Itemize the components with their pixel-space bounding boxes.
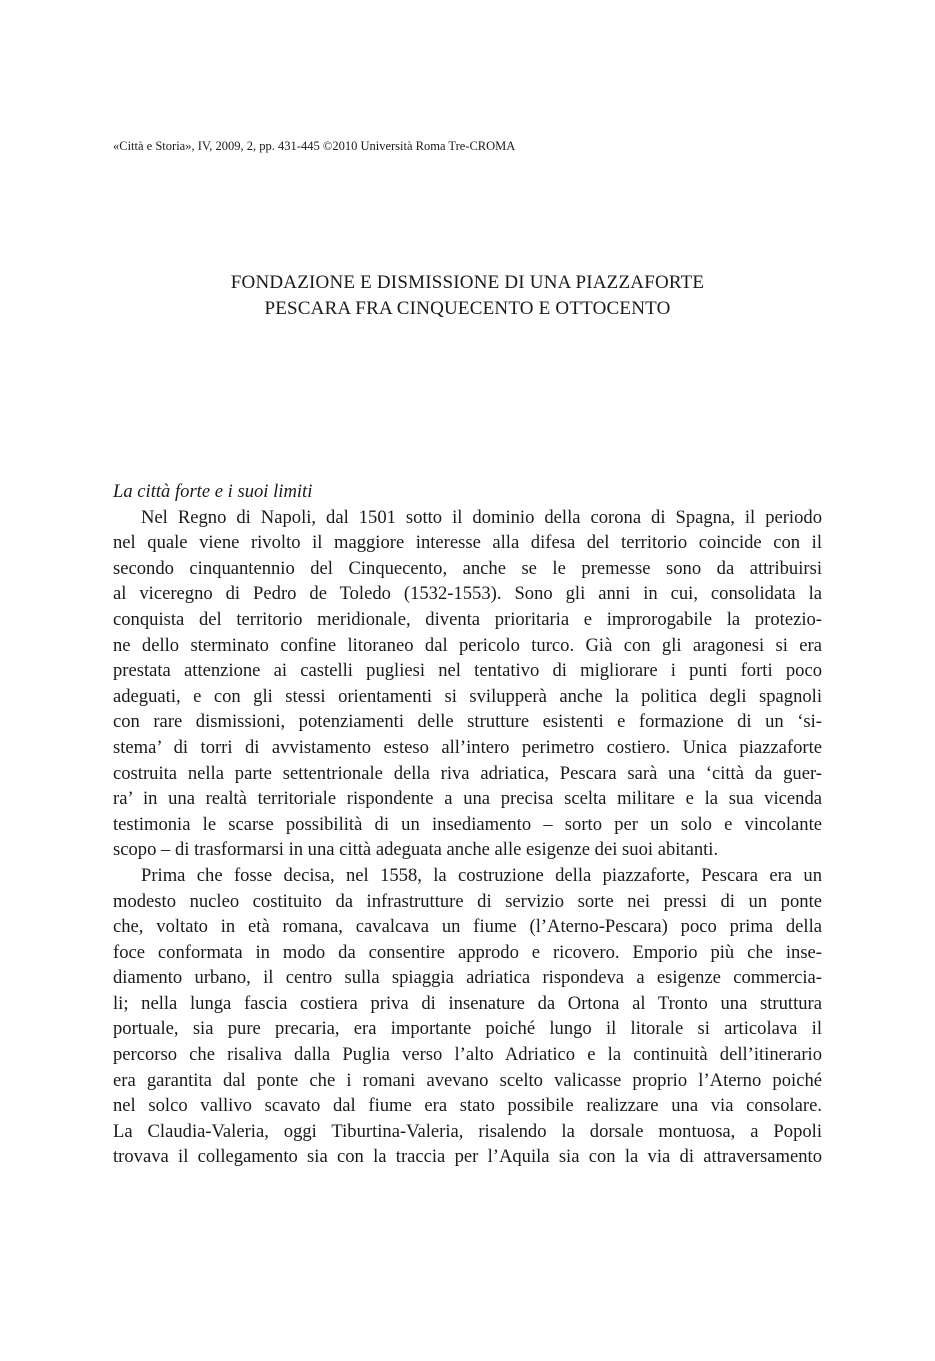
text-line: stema’ di torri di avvistamento esteso all’intero perimetro costiero. Unica piazzaforte: [113, 736, 822, 758]
title-line-2: PESCARA FRA CINQUECENTO E OTTOCENTO: [264, 298, 671, 319]
text-line: portuale, sia pure precaria, era importante poiché lungo il litorale si articolava il: [113, 1018, 822, 1040]
text-line: li; nella lunga fascia costiera priva di insenature da Ortona al Tronto una struttura: [113, 992, 822, 1014]
text-line: adeguati, e con gli stessi orientamenti si svilupperà anche la politica degli spagnoli: [113, 685, 822, 707]
article-title: [113, 270, 822, 322]
title-line-1: FONDAZIONE E DISMISSIONE DI UNA PIAZZAFORTE: [230, 272, 705, 293]
text-line: nel quale viene rivolto il maggiore interesse alla difesa del territorio coincide con il: [113, 532, 822, 554]
text-line: ra’ in una realtà territoriale rispondente a una precisa scelta militare e la sua vicenda: [113, 788, 822, 810]
text-line: nel solco vallivo scavato dal fiume era stato possibile realizzare una via consolare.: [113, 1095, 822, 1117]
article-body: [113, 479, 822, 1170]
text-line: conquista del territorio meridionale, diventa prioritaria e improrogabile la protezio-: [113, 608, 822, 630]
text-line: Prima che fosse decisa, nel 1558, la costruzione della piazzaforte, Pescara era un: [141, 864, 822, 886]
text-line: percorso che risaliva dalla Puglia verso l’alto Adriatico e la continuità dell’itinerario: [113, 1044, 822, 1066]
text-line: che, voltato in età romana, cavalcava un fiume (l’Aterno-Pescara) poco prima della: [113, 916, 822, 938]
paragraph-2: [113, 863, 822, 1170]
text-line: era garantita dal ponte che i romani avevano scelto valicasse proprio l’Aterno poiché: [113, 1069, 822, 1091]
text-line: Nel Regno di Napoli, dal 1501 sotto il dominio della corona di Spagna, il periodo: [141, 506, 822, 528]
text-line: secondo cinquantennio del Cinquecento, anche se le premesse sono da attribuirsi: [113, 557, 822, 579]
section-heading: La città forte e i suoi limiti: [113, 481, 313, 502]
paragraph-1: [113, 505, 822, 863]
text-line: La Claudia-Valeria, oggi Tiburtina-Valeria, risalendo la dorsale montuosa, a Popoli: [113, 1120, 822, 1142]
text-line: ne dello sterminato confine litoraneo dal pericolo turco. Già con gli aragonesi si era: [113, 634, 822, 656]
text-line: prestata attenzione ai castelli pugliesi nel tentativo di migliorare i punti forti poco: [113, 660, 822, 682]
text-line: modesto nucleo costituito da infrastrutture di servizio sorte nei pressi di un ponte: [113, 890, 822, 912]
text-line: diamento urbano, il centro sulla spiaggia adriatica rispondeva a esigenze commercia-: [113, 967, 822, 989]
text-line: al viceregno di Pedro de Toledo (1532-1553). Sono gli anni in cui, consolidata la: [113, 583, 822, 605]
journal-citation: «Città e Storia», IV, 2009, 2, pp. 431-445 ©2010 Università Roma Tre-CROMA: [113, 139, 516, 153]
text-line: costruita nella parte settentrionale della riva adriatica, Pescara sarà una ‘città da guer-: [113, 762, 822, 784]
text-line: foce conformata in modo da consentire approdo e ricovero. Emporio più che inse-: [113, 941, 822, 963]
text-line: testimonia le scarse possibilità di un insediamento – sorto per un solo e vincolante: [113, 813, 822, 835]
text-line: scopo – di trasformarsi in una città adeguata anche alle esigenze dei suoi abitanti.: [113, 839, 719, 861]
text-line: trovava il collegamento sia con la traccia per l’Aquila sia con la via di attraversamento: [113, 1146, 822, 1168]
text-line: con rare dismissioni, potenziamenti delle strutture esistenti e formazione di un ‘si-: [113, 711, 822, 733]
